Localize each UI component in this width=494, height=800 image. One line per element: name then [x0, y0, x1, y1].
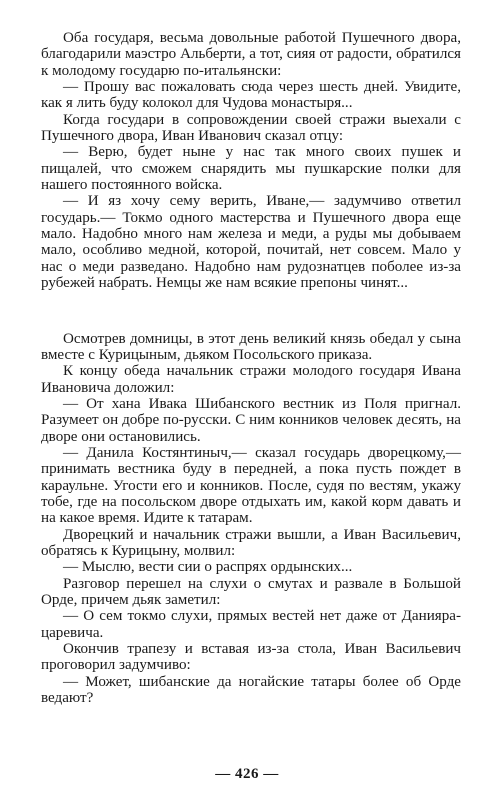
section-break [41, 292, 461, 331]
paragraph: — О сем токмо слухи, прямых вестей нет даже от Данияра-царевича. [41, 608, 461, 641]
paragraph: К концу обеда начальник стражи молодого государя Ивана Ивановича доложил: [41, 363, 461, 396]
paragraph: Осмотрев домницы, в этот день великий князь обедал у сына вместе с Курицыным, дьяком Посольского приказа. [41, 330, 461, 363]
paragraph: — От хана Ивака Шибанского вестник из Поля пригнал. Разумеет он добре по-русски. С ним конников человек десять, на дворе они остановились. [41, 395, 461, 445]
paragraph: — Верю, будет ныне у нас так много своих пушек и пищалей, что сможем снарядить мы пушкарские полки для нашего постоянного войска. [41, 144, 461, 194]
paragraph: Окончив трапезу и вставая из-за стола, Иван Васильевич проговорил задумчиво: [41, 641, 461, 674]
section-2 [41, 331, 461, 707]
paragraph: Дворецкий и начальник стражи вышли, а Иван Васильевич, обратясь к Курицыну, молвил: [41, 526, 461, 559]
paragraph: — Данила Костянтиныч,— сказал государь дворецкому,— принимать вестника буду в передней, а пока пусть пождет в караульне. Угости его и конников. После, судя по вестям, укажу тобе, где на посольском дворе отдыхать им, какой корм давать и на какое время. Идите к татарам. [41, 444, 461, 527]
page-body [41, 30, 461, 706]
paragraph: Разговор перешел на слухи о смутах и развале в Большой Орде, причем дьяк заметил: [41, 575, 461, 608]
section-1 [41, 30, 461, 292]
paragraph: Оба государя, весьма довольные работой Пушечного двора, благодарили маэстро Альберти, а тот, сияя от радости, обратился к молодому государю по-итальянски: [41, 30, 461, 79]
paragraph: — Может, шибанские да ногайские татары более об Орде ведают? [41, 673, 461, 707]
paragraph: — Мыслю, вести сии о распрях ордынских... [63, 559, 353, 576]
paragraph: Когда государи в сопровождении своей стражи выехали с Пушечного двора, Иван Иванович сказал отцу: [41, 111, 461, 145]
paragraph: — Прошу вас пожаловать сюда через шесть дней. Увидите, как я лить буду колокол для Чудова монастыря... [41, 79, 461, 112]
paragraph: — И яз хочу сему верить, Иване,— задумчиво ответил государь.— Токмо одного мастерства и Пушечного двора еще мало. Надобно много нам железа и меди, а руды мы добываем мало, особливо медной, которой, почитай, нет совсем. Мало у нас о меди разведано. Надобно нам рудознатцев поболее из-за рубежей набрать. Немцы же нам всякие препоны чинят... [41, 193, 461, 292]
page-number: — 426 — [215, 766, 279, 782]
